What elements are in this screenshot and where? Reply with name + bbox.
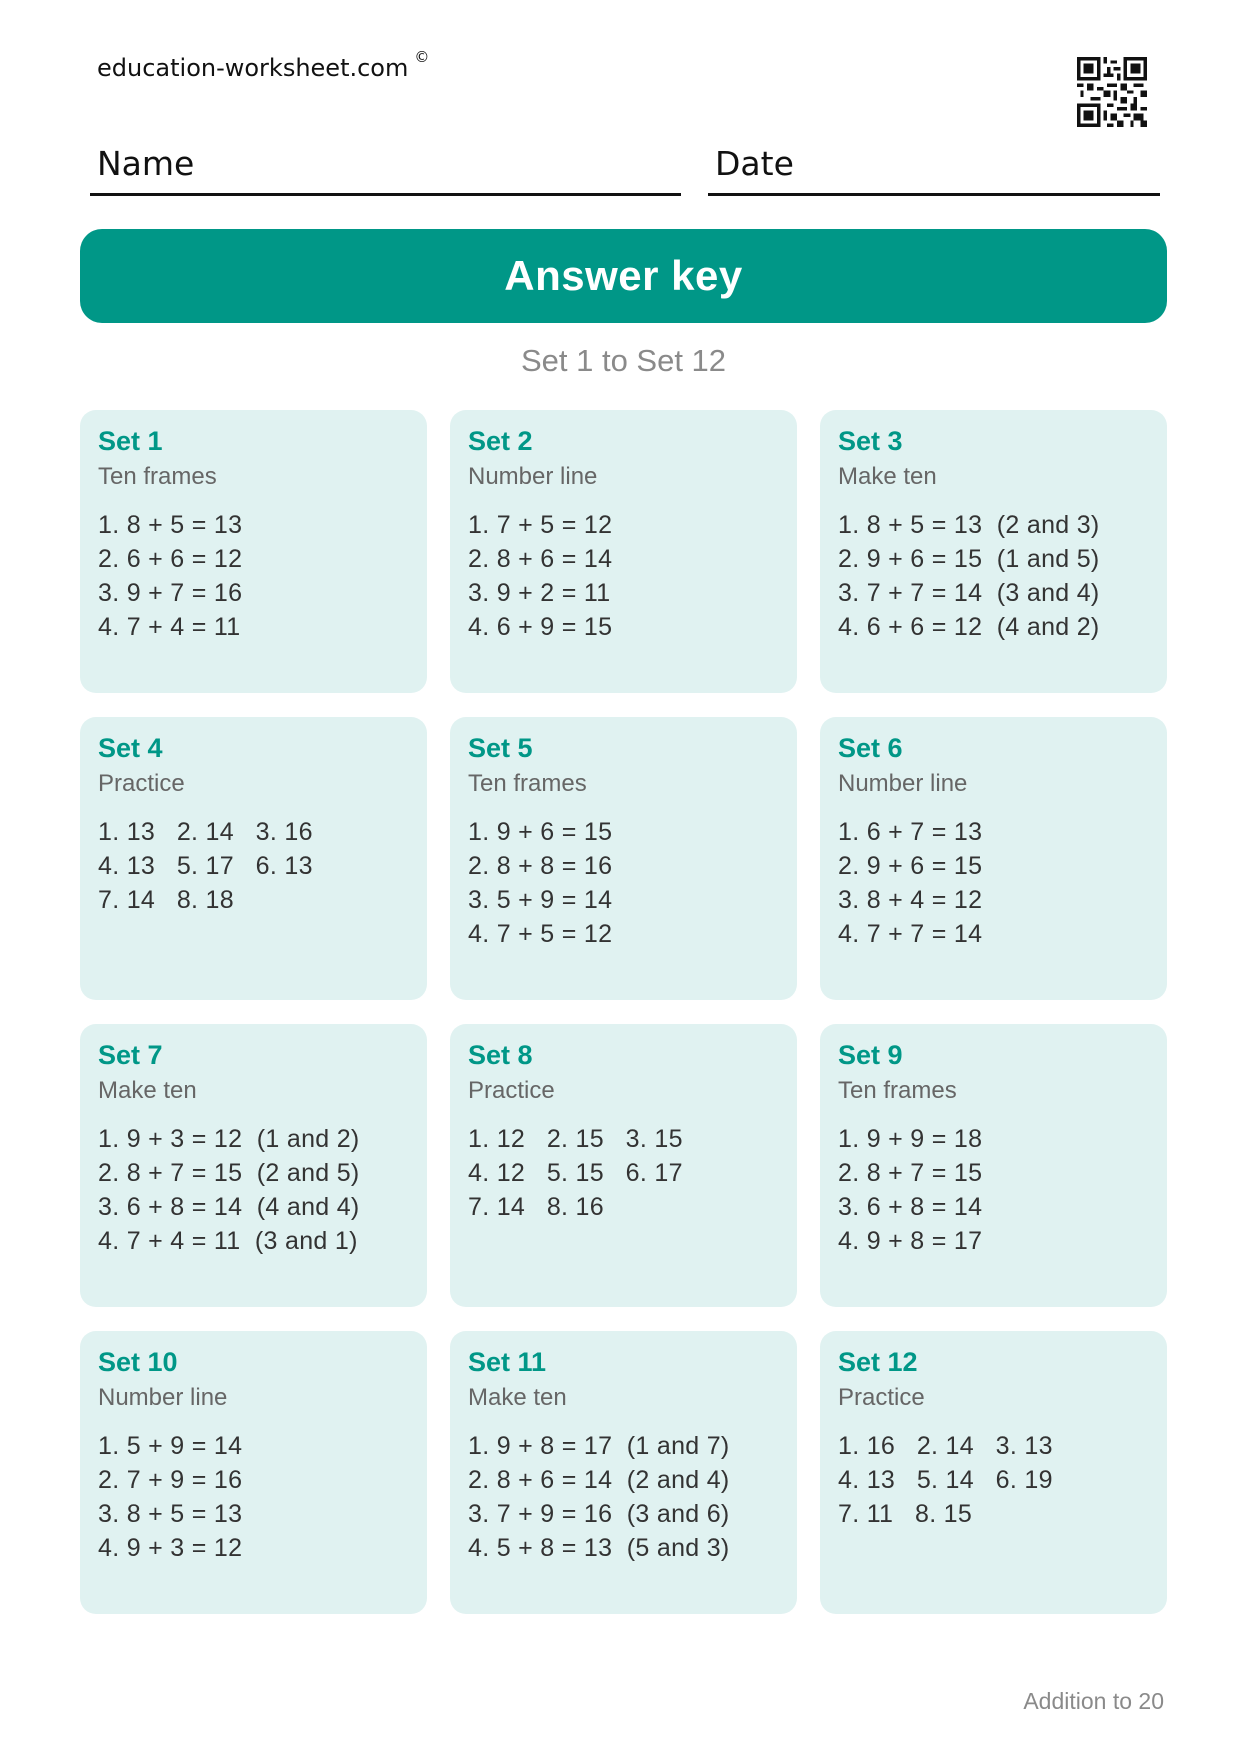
answer-list [468, 1122, 779, 1224]
set-title: Set 7 [98, 1040, 163, 1070]
answer-line: 2. 8 + 8 = 16 [468, 852, 613, 880]
answer-list [468, 1429, 779, 1565]
date-field[interactable] [708, 140, 1160, 196]
answer-line: 3. 6 + 8 = 14 [838, 1193, 983, 1221]
answer-line: 4. 7 + 4 = 11 [98, 613, 241, 641]
set-card [450, 1331, 797, 1614]
answer-line: 1. 9 + 3 = 12 (1 and 2) [98, 1125, 360, 1153]
answer-line: 3. 9 + 2 = 11 [468, 579, 611, 607]
answer-line: 4. 6 + 6 = 12 (4 and 2) [838, 613, 1100, 641]
name-label: Name [97, 144, 195, 183]
answer-line: 4. 13 5. 14 6. 19 [838, 1466, 1053, 1494]
answer-list [98, 508, 409, 644]
answer-line: 7. 14 8. 18 [98, 886, 234, 914]
answer-line: 7. 11 8. 15 [838, 1500, 973, 1528]
qr-code-icon [1077, 57, 1147, 127]
footer-topic: Addition to 20 [1023, 1688, 1164, 1714]
set-title: Set 8 [468, 1040, 533, 1070]
answer-line: 4. 7 + 7 = 14 [838, 920, 983, 948]
set-title: Set 6 [838, 733, 903, 763]
answer-line: 4. 12 5. 15 6. 17 [468, 1159, 683, 1187]
answer-line: 4. 7 + 5 = 12 [468, 920, 613, 948]
set-title: Set 11 [468, 1347, 547, 1377]
set-title: Set 9 [838, 1040, 903, 1070]
answer-line: 4. 9 + 8 = 17 [838, 1227, 983, 1255]
set-card [450, 1024, 797, 1307]
set-title: Set 10 [98, 1347, 178, 1377]
answer-line: 2. 7 + 9 = 16 [98, 1466, 243, 1494]
answer-line: 1. 7 + 5 = 12 [468, 511, 613, 539]
answer-line: 3. 7 + 7 = 14 (3 and 4) [838, 579, 1100, 607]
set-card [450, 410, 797, 693]
set-card [820, 410, 1167, 693]
set-subtitle: Number line [838, 770, 968, 797]
date-label: Date [715, 144, 794, 183]
set-card [80, 1024, 427, 1307]
site-url [97, 48, 429, 82]
answer-list [468, 815, 779, 951]
set-title: Set 5 [468, 733, 533, 763]
set-subtitle: Number line [468, 463, 598, 490]
answer-line: 2. 8 + 6 = 14 (2 and 4) [468, 1466, 730, 1494]
answer-line: 1. 16 2. 14 3. 13 [838, 1432, 1053, 1460]
set-subtitle: Ten frames [98, 463, 217, 490]
answer-line: 1. 12 2. 15 3. 15 [468, 1125, 683, 1153]
name-field[interactable] [90, 140, 681, 196]
answer-list [838, 1429, 1149, 1531]
set-subtitle: Practice [468, 1077, 555, 1104]
set-subtitle: Make ten [98, 1077, 197, 1104]
answer-line: 7. 14 8. 16 [468, 1193, 604, 1221]
answer-line: 2. 9 + 6 = 15 (1 and 5) [838, 545, 1100, 573]
page-subtitle: Set 1 to Set 12 [520, 343, 727, 378]
answer-line: 3. 8 + 5 = 13 [98, 1500, 243, 1528]
answer-line: 3. 9 + 7 = 16 [98, 579, 243, 607]
answer-list [468, 508, 779, 644]
answer-line: 1. 6 + 7 = 13 [838, 818, 983, 846]
set-card [820, 1024, 1167, 1307]
answer-list [838, 815, 1149, 951]
answer-line: 4. 7 + 4 = 11 (3 and 1) [98, 1227, 358, 1255]
answer-line: 2. 9 + 6 = 15 [838, 852, 983, 880]
answer-list [838, 1122, 1149, 1258]
sets-grid [80, 410, 1167, 1614]
answer-line: 1. 8 + 5 = 13 (2 and 3) [838, 511, 1100, 539]
answer-line: 1. 9 + 8 = 17 (1 and 7) [468, 1432, 730, 1460]
answer-list [98, 1122, 409, 1258]
answer-list [838, 508, 1149, 644]
answer-key-banner [80, 229, 1167, 323]
answer-line: 3. 6 + 8 = 14 (4 and 4) [98, 1193, 360, 1221]
answer-line: 4. 9 + 3 = 12 [98, 1534, 243, 1562]
banner-title: Answer key [504, 252, 743, 299]
answer-line: 3. 7 + 9 = 16 (3 and 6) [468, 1500, 730, 1528]
set-title: Set 12 [838, 1347, 918, 1377]
set-card [80, 717, 427, 1000]
set-subtitle: Number line [98, 1384, 228, 1411]
answer-line: 2. 8 + 6 = 14 [468, 545, 613, 573]
answer-line: 1. 9 + 9 = 18 [838, 1125, 983, 1153]
set-subtitle: Ten frames [838, 1077, 957, 1104]
answer-line: 3. 8 + 4 = 12 [838, 886, 983, 914]
set-subtitle: Practice [838, 1384, 925, 1411]
set-title: Set 4 [98, 733, 163, 763]
set-subtitle: Ten frames [468, 770, 587, 797]
answer-line: 4. 5 + 8 = 13 (5 and 3) [468, 1534, 730, 1562]
set-subtitle: Make ten [468, 1384, 567, 1411]
answer-list [98, 815, 409, 917]
set-title: Set 1 [98, 426, 163, 456]
set-card [820, 1331, 1167, 1614]
copyright-symbol: © [414, 48, 430, 66]
answer-line: 2. 8 + 7 = 15 [838, 1159, 983, 1187]
set-card [450, 717, 797, 1000]
set-card [820, 717, 1167, 1000]
answer-line: 1. 8 + 5 = 13 [98, 511, 243, 539]
answer-line: 2. 6 + 6 = 12 [98, 545, 243, 573]
set-title: Set 3 [838, 426, 903, 456]
answer-line: 1. 5 + 9 = 14 [98, 1432, 243, 1460]
set-title: Set 2 [468, 426, 533, 456]
set-card [80, 410, 427, 693]
site-name: education-worksheet.com [97, 54, 409, 82]
answer-line: 1. 13 2. 14 3. 16 [98, 818, 313, 846]
answer-line: 4. 13 5. 17 6. 13 [98, 852, 313, 880]
answer-line: 2. 8 + 7 = 15 (2 and 5) [98, 1159, 360, 1187]
set-subtitle: Make ten [838, 463, 937, 490]
answer-list [98, 1429, 409, 1565]
set-card [80, 1331, 427, 1614]
answer-line: 1. 9 + 6 = 15 [468, 818, 613, 846]
set-subtitle: Practice [98, 770, 185, 797]
answer-line: 4. 6 + 9 = 15 [468, 613, 613, 641]
answer-line: 3. 5 + 9 = 14 [468, 886, 613, 914]
